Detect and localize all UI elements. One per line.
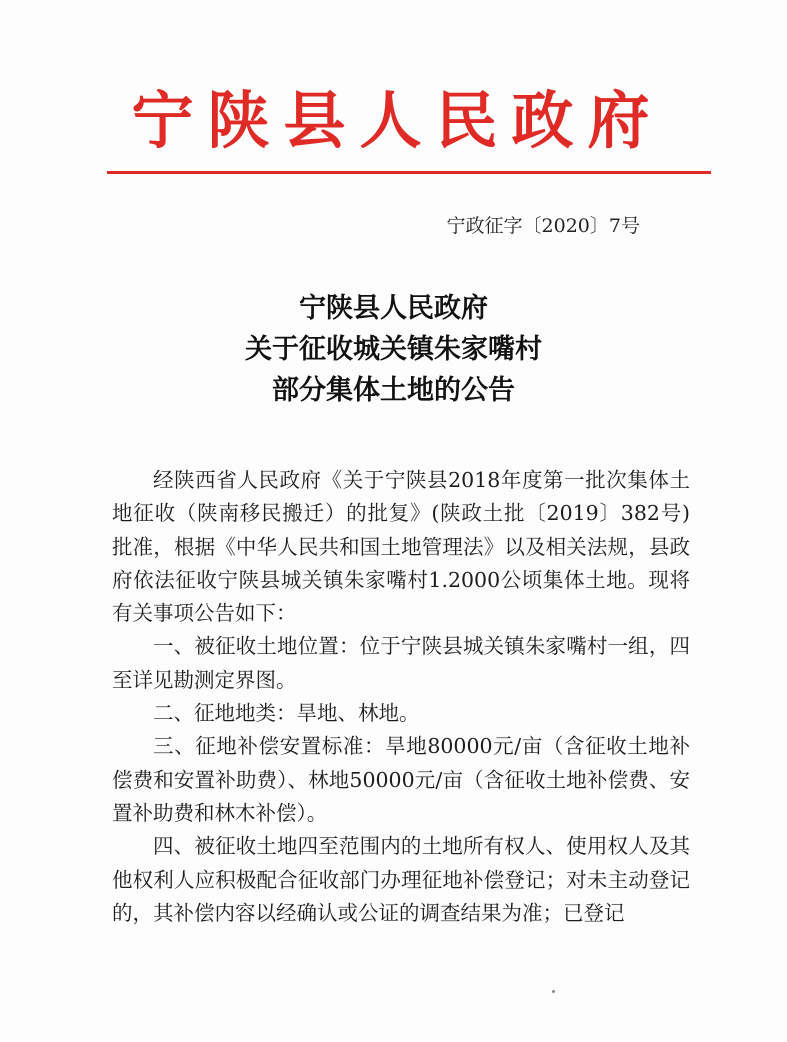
title-line-3: 部分集体土地的公告 bbox=[272, 375, 515, 406]
document-number: 宁政征字〔2020〕7号 bbox=[446, 215, 640, 237]
title-line-2: 关于征收城关镇朱家嘴村 bbox=[245, 334, 542, 365]
red-divider-line bbox=[107, 171, 711, 174]
notice-body bbox=[112, 464, 690, 930]
scan-speck bbox=[552, 990, 555, 993]
masthead-title: 宁陕县人民政府 bbox=[131, 84, 664, 157]
paragraph-item-3: 三、征地补偿安置标准：旱地80000元/亩（含征收土地补偿费和安置补助费）、林地50000元/亩（含征收土地补偿费、安置补助费和林木补偿）。 bbox=[112, 734, 690, 825]
paragraph-item-4: 四、被征收土地四至范围内的土地所有权人、使用权人及其他权利人应积极配合征收部门办理征地补偿登记；对未主动登记的，其补偿内容以经确认或公证的调查结果为准；已登记 bbox=[112, 834, 690, 925]
paragraph-item-2: 二、征地地类：旱地、林地。 bbox=[153, 701, 420, 726]
title-line-1: 宁陕县人民政府 bbox=[299, 293, 488, 324]
notice-title bbox=[0, 288, 787, 411]
paragraph-item-1: 一、被征收土地位置：位于宁陕县城关镇朱家嘴村一组，四至详见勘测定界图。 bbox=[112, 634, 690, 692]
paragraph-intro: 经陕西省人民政府《关于宁陕县2018年度第一批次集体土地征收（陕南移民搬迁）的批复》(陕政土批〔2019〕382号)批准，根据《中华人民共和国土地管理法》以及相关法规，县政府依法征收宁陕县城关镇朱家嘴村1.2000公顷集体土地。现将有关事项公告如下： bbox=[112, 468, 690, 626]
